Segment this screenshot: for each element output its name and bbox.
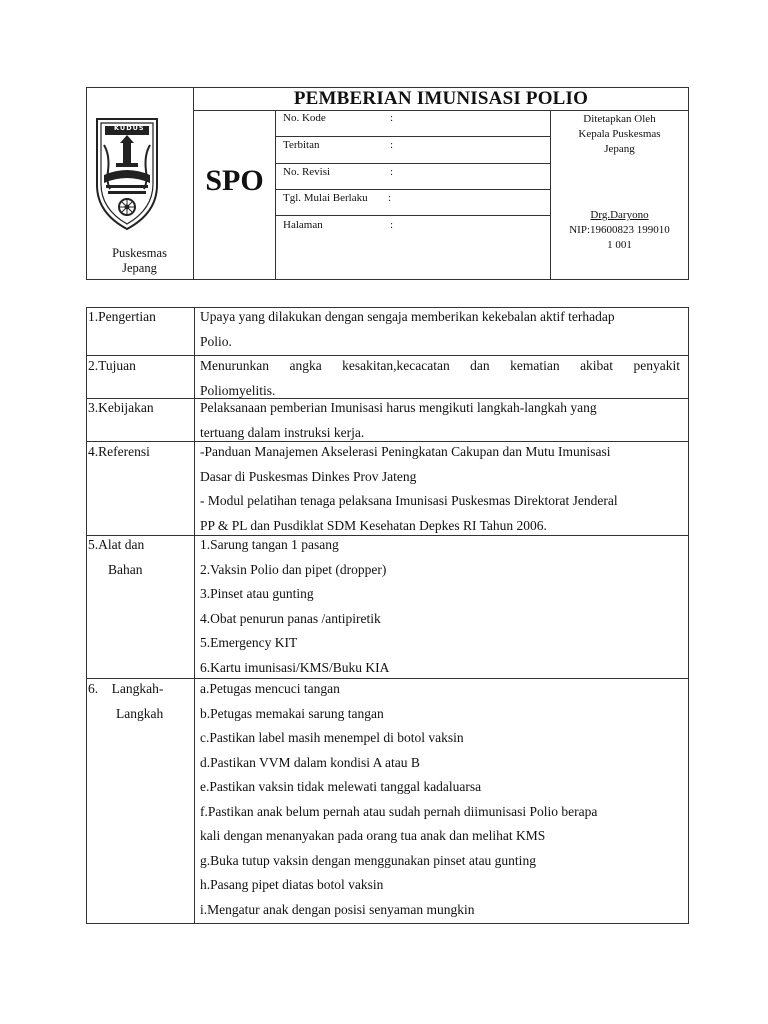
text-line: PP & PL dan Pusdiklat SDM Kesehatan Depkes RI Tahun 2006.: [200, 517, 547, 533]
row-label-alat-bahan: 5.Alat dan Bahan: [88, 537, 145, 577]
text-line: Menurunkan angka kesakitan,kecacatan dan kematian akibat penyakit: [200, 358, 680, 373]
signatory-nip: NIP:19600823 199010: [569, 224, 670, 236]
approval-line3: Jepang: [604, 143, 635, 155]
list-item: 2.Vaksin Polio dan pipet (dropper): [200, 561, 387, 577]
list-item: c.Pastikan label masih menempel di botol vaksin: [200, 730, 464, 745]
signatory: [551, 208, 688, 253]
meta-label-halaman: Halaman: [283, 219, 323, 231]
text-line: tertuang dalam instruksi kerja.: [200, 424, 365, 440]
text-line: -Panduan Manajemen Akselerasi Peningkatan Cakupan dan Mutu Imunisasi: [200, 444, 611, 459]
logo-emblem: [94, 115, 160, 233]
list-item: 3.Pinset atau gunting: [200, 586, 314, 601]
logo-text: KUDUS: [114, 124, 145, 132]
org-name-line1: Puskesmas: [112, 246, 167, 260]
approval-line1: Ditetapkan Oleh: [583, 113, 656, 125]
text-line: Dasar di Puskesmas Dinkes Prov Jateng: [200, 468, 417, 484]
list-item: b.Petugas memakai sarung tangan: [200, 705, 384, 721]
row-label-tujuan: 2.Tujuan: [88, 358, 136, 373]
list-item: 4.Obat penurun panas /antipiretik: [200, 610, 381, 626]
list-item: 1.Sarung tangan 1 pasang: [200, 537, 339, 552]
page-title: PEMBERIAN IMUNISASI POLIO: [293, 88, 589, 109]
spo-label: SPO: [205, 164, 264, 197]
row-content-langkah: [200, 677, 680, 922]
row-content-pengertian: [200, 305, 680, 354]
meta-sep-kode: :: [390, 112, 394, 124]
list-item: g.Buka tutup vaksin dengan menggunakan pinset atau gunting: [200, 852, 536, 868]
text-line: Pelaksanaan pemberian Imunisasi harus mengikuti langkah-langkah yang: [200, 400, 597, 415]
list-item: f.Pastikan anak belum pernah atau sudah pernah diimunisasi Polio berapa: [200, 803, 598, 819]
list-item: kali dengan menanyakan pada orang tua anak dan melihat KMS: [200, 828, 546, 843]
org-name-line2: Jepang: [122, 261, 157, 275]
list-item: 6.Kartu imunisasi/KMS/Buku KIA: [200, 659, 390, 675]
approval-line2: Kepala Puskesmas: [578, 128, 661, 140]
meta-label-terbitan: Terbitan: [283, 139, 320, 151]
list-item: a.Petugas mencuci tangan: [200, 681, 340, 696]
text-line: Polio.: [200, 333, 232, 349]
approval-block: [551, 112, 688, 157]
text-line: Upaya yang dilakukan dengan sengaja memberikan kekebalan aktif terhadap: [200, 309, 615, 324]
meta-label-kode: No. Kode: [283, 112, 326, 124]
list-item: i.Mengatur anak dengan posisi senyaman mungkin: [200, 901, 475, 917]
list-item: 5.Emergency KIT: [200, 635, 298, 650]
row-content-kebijakan: [200, 396, 680, 445]
signatory-nip-cont: 1 001: [607, 239, 632, 251]
meta-sep-terbitan: :: [390, 139, 394, 151]
list-item: e.Pastikan vaksin tidak melewati tanggal kadaluarsa: [200, 779, 482, 794]
meta-sep-halaman: :: [390, 219, 394, 231]
row-label-pengertian: 1.Pengertian: [88, 309, 156, 324]
row-content-alat-bahan: [200, 533, 680, 680]
row-label-langkah: 6. Langkah- Langkah: [88, 681, 164, 721]
list-item: d.Pastikan VVM dalam kondisi A atau B: [200, 754, 420, 770]
row-content-referensi: [200, 440, 680, 538]
text-line: Poliomyelitis.: [200, 382, 276, 398]
row-label-kebijakan: 3.Kebijakan: [88, 400, 154, 415]
shield-icon: [94, 115, 160, 233]
org-name: [86, 246, 193, 276]
meta-label-tgl: Tgl. Mulai Berlaku: [283, 192, 368, 204]
signatory-name: Drg.Daryono: [590, 209, 649, 221]
meta-label-revisi: No. Revisi: [283, 166, 331, 178]
list-item: h.Pasang pipet diatas botol vaksin: [200, 877, 384, 892]
row-label-referensi: 4.Referensi: [88, 444, 150, 459]
meta-sep-tgl: :: [388, 192, 392, 204]
meta-sep-revisi: :: [390, 166, 394, 178]
text-line: - Modul pelatihan tenaga pelaksana Imunisasi Puskesmas Direktorat Jenderal: [200, 493, 618, 508]
